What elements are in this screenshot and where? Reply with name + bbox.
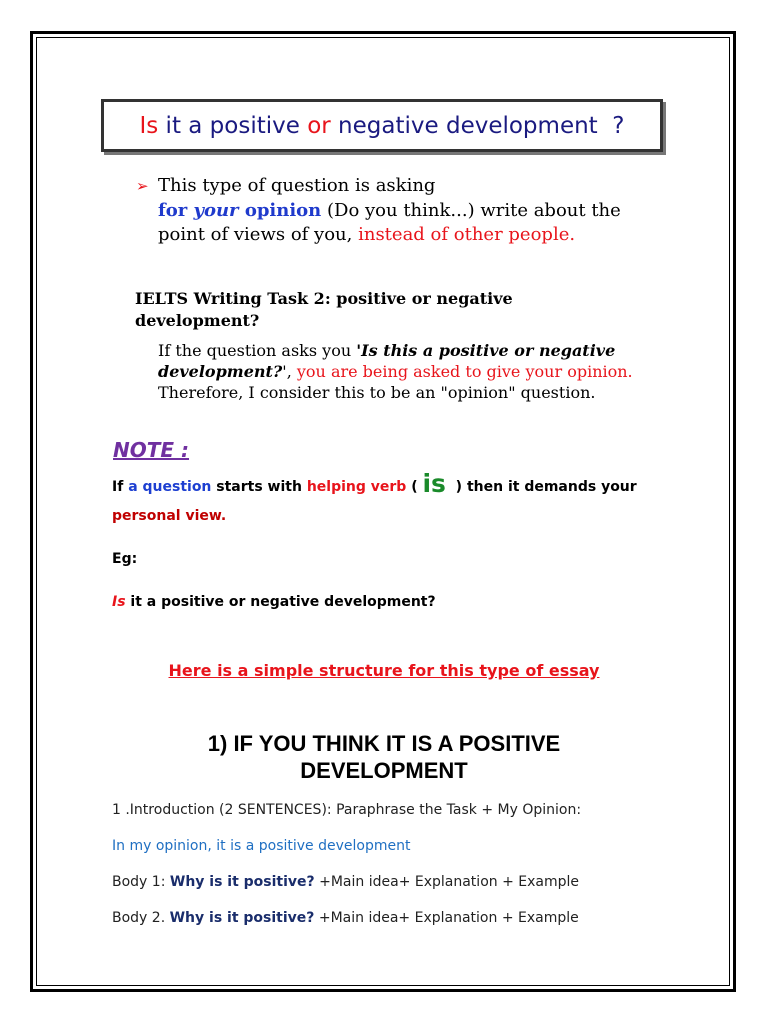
bullet-text — [158, 174, 656, 248]
note-starts-with: starts with — [211, 479, 307, 495]
quote-tail: Therefore, I consider this to be an "opinion" question. — [158, 383, 596, 402]
intro-line: 1 .Introduction (2 SENTENCES): Paraphrase the Task + My Opinion: — [112, 802, 582, 818]
section-heading-line-1: 1) IF YOU THINK IT IS A POSITIVE — [207, 731, 561, 756]
title-text-2: negative development ? — [330, 112, 625, 139]
note-a-question: a question — [128, 479, 212, 495]
quote-paragraph — [158, 340, 668, 403]
note-line-1 — [112, 469, 672, 498]
note-demands: ) then it demands your — [445, 479, 637, 495]
arrow-bullet-icon: ➢ — [136, 177, 149, 195]
note-heading: NOTE : — [113, 438, 190, 462]
bullet-your: your — [193, 199, 239, 221]
bullet-paragraph — [136, 174, 656, 248]
section-heading-line-2: DEVELOPMENT — [300, 758, 468, 783]
quote-close: ', — [282, 362, 297, 381]
structure-heading: Here is a simple structure for this type of essay — [168, 661, 600, 680]
note-is: is — [422, 469, 446, 498]
title-is: Is — [139, 112, 159, 139]
example-is: Is — [112, 594, 126, 610]
body-1-question: Why is it positive? — [169, 874, 315, 890]
body-2-line — [112, 910, 579, 926]
title-text-1: it a positive — [158, 112, 308, 139]
quote-lead: If the question asks you — [158, 341, 357, 360]
example-rest: it a positive or negative development? — [125, 594, 436, 610]
note-line-2: personal view. — [112, 508, 227, 524]
bullet-red-tail: instead of other people. — [358, 224, 576, 245]
bullet-for: for — [158, 199, 194, 221]
section-subheading: IELTS Writing Task 2: positive or negative development? — [135, 289, 513, 330]
body-1-label: Body 1: — [112, 874, 170, 890]
body-1-line — [112, 874, 579, 890]
quote-question: Is this a positive or negative development? — [158, 341, 616, 381]
body-2-label: Body 2. — [112, 910, 170, 926]
bullet-middle: (Do you think...) write about the point of views of you, — [158, 199, 621, 245]
opinion-line: In my opinion, it is a positive development — [112, 838, 411, 854]
eg-label: Eg: — [112, 551, 138, 567]
quote-open: ' — [356, 341, 362, 360]
bullet-line-1: This type of question is asking — [158, 175, 436, 196]
note-helping-verb: helping verb — [306, 479, 407, 495]
note-if: If — [112, 479, 129, 495]
bullet-opinion: opinion — [238, 199, 322, 221]
body-2-question: Why is it positive? — [169, 910, 315, 926]
title-or: or — [307, 112, 331, 139]
example-question — [112, 594, 436, 610]
body-2-rest: +Main idea+ Explanation + Example — [314, 910, 579, 926]
section-heading — [110, 730, 658, 784]
body-1-rest: +Main idea+ Explanation + Example — [314, 874, 579, 890]
title-box — [101, 99, 663, 152]
quote-red: you are being asked to give your opinion. — [296, 362, 633, 381]
note-paren-open: ( — [406, 479, 423, 495]
